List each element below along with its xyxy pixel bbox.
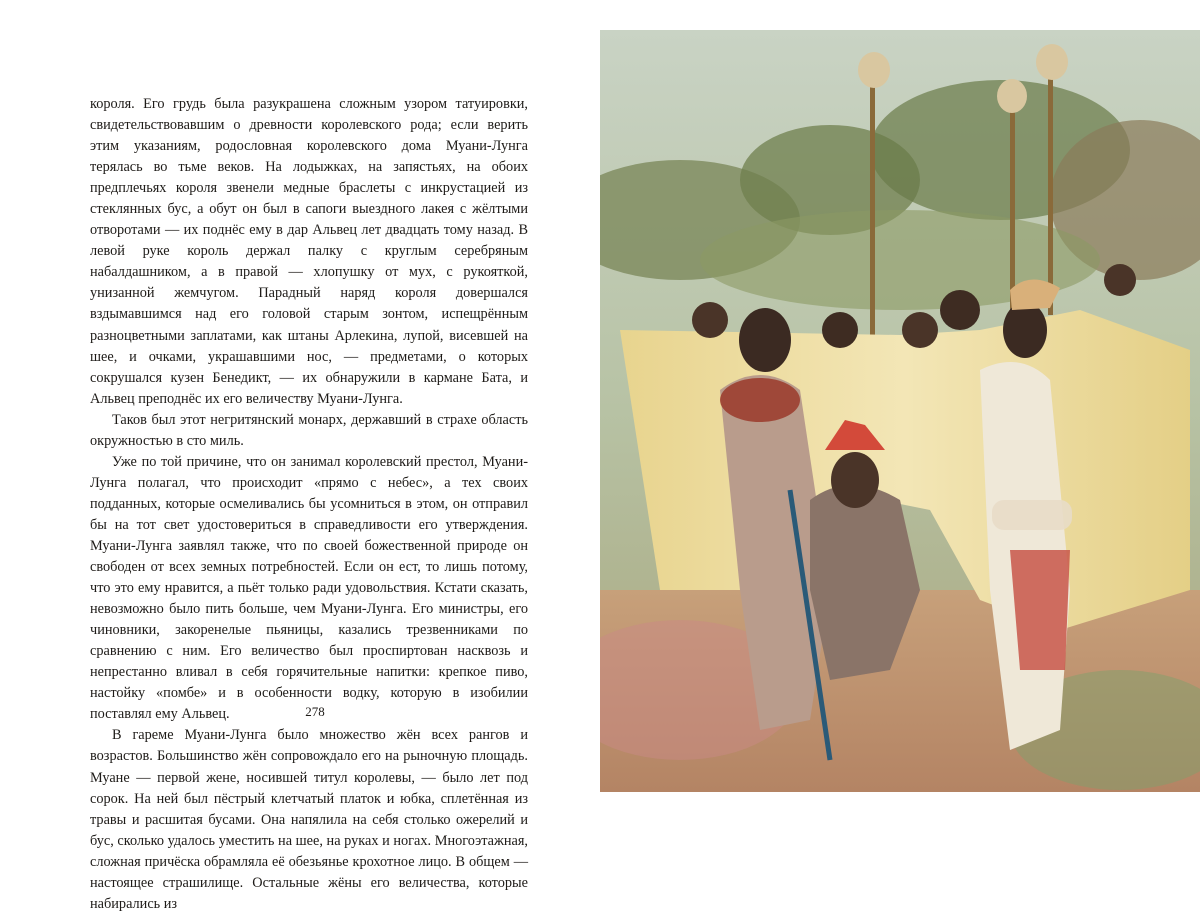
watercolor-illustration bbox=[600, 30, 1200, 792]
page-number: 278 bbox=[305, 704, 325, 719]
body-text bbox=[90, 94, 528, 915]
left-page bbox=[0, 0, 600, 912]
paragraph-1: короля. Его грудь была разукрашена сложным узором татуировки, свидетельствовавшим о древности королевского рода; если верить этим указаниям, родословная королевского дома Муани-Лунга терялась во тьме веков. На лодыжках, на запястьях, на обоих предплечьях короля звенели медные браслеты с инкрустацией из стеклянных бус, а обут он был в сапоги выездного лакея с жёлтыми отворотами — их поднёс ему в дар Альвец лет двадцать тому назад. В левой руке король держал палку с круглым серебряным набалдашником, а в правой — хлопушку от мух, с рукояткой, унизанной жемчугом. Парадный наряд короля довершался вздымавшимся над его головой старым зонтом, испещрённым разноцветными заплатами, как штаны Арлекина, лупой, висевшей на шее, и очками, украшавшими нос, — предметами, о которых сокрушался кузен Бенедикт, — их обнаружили в кармане Бата, и Альвец преподнёс их его величеству Муани-Лунга. bbox=[90, 96, 528, 407]
paragraph-4: В гареме Муани-Лунга было множество жён всех рангов и возрастов. Большинство жён сопровождало его на рыночную площадь. Муане — первой жене, носившей титул королевы, — было лет под сорок. На ней был пёстрый клетчатый платок и юбка, сплетённая из травы и расшитая бусами. Она напялила на себя столько ожерелий и бус, сколько удалось уместить на шее, на руках и ногах. Многоэтажная, сложная причёска обрамляла её обезьянье крохотное лицо. В общем — настоящее страшилище. Остальные жёны его величества, которые набирались из bbox=[90, 727, 528, 912]
paragraph-2: Таков был этот негритянский монарх, державший в страхе область окружностью в сто миль. bbox=[90, 411, 528, 449]
paragraph-3: Уже по той причине, что он занимал королевский престол, Муани-Лунга полагал, что происходит «прямо с небес», а тех своих подданных, которые осмеливались бы усомниться в этом, он отправил бы на тот свет удостовериться в справедливости его утверждения. Муани-Лунга заявлял также, что по своей божественной природе он свободен от всех земных потребностей. Если он ест, то лишь потому, что это ему нравится, а пьёт только ради удовольствия. Кстати сказать, невозможно было пить больше, чем Муани-Лунга. Его министры, его чиновники, закоренелые пьяницы, казались трезвенниками по сравнению с ним. Его величество был проспиртован насквозь и непрестанно вливал в себя горячительные напитки: крепкое пиво, настойку «помбе» и в особенности водку, которую в изобилии поставлял ему Альвец. bbox=[90, 453, 528, 723]
